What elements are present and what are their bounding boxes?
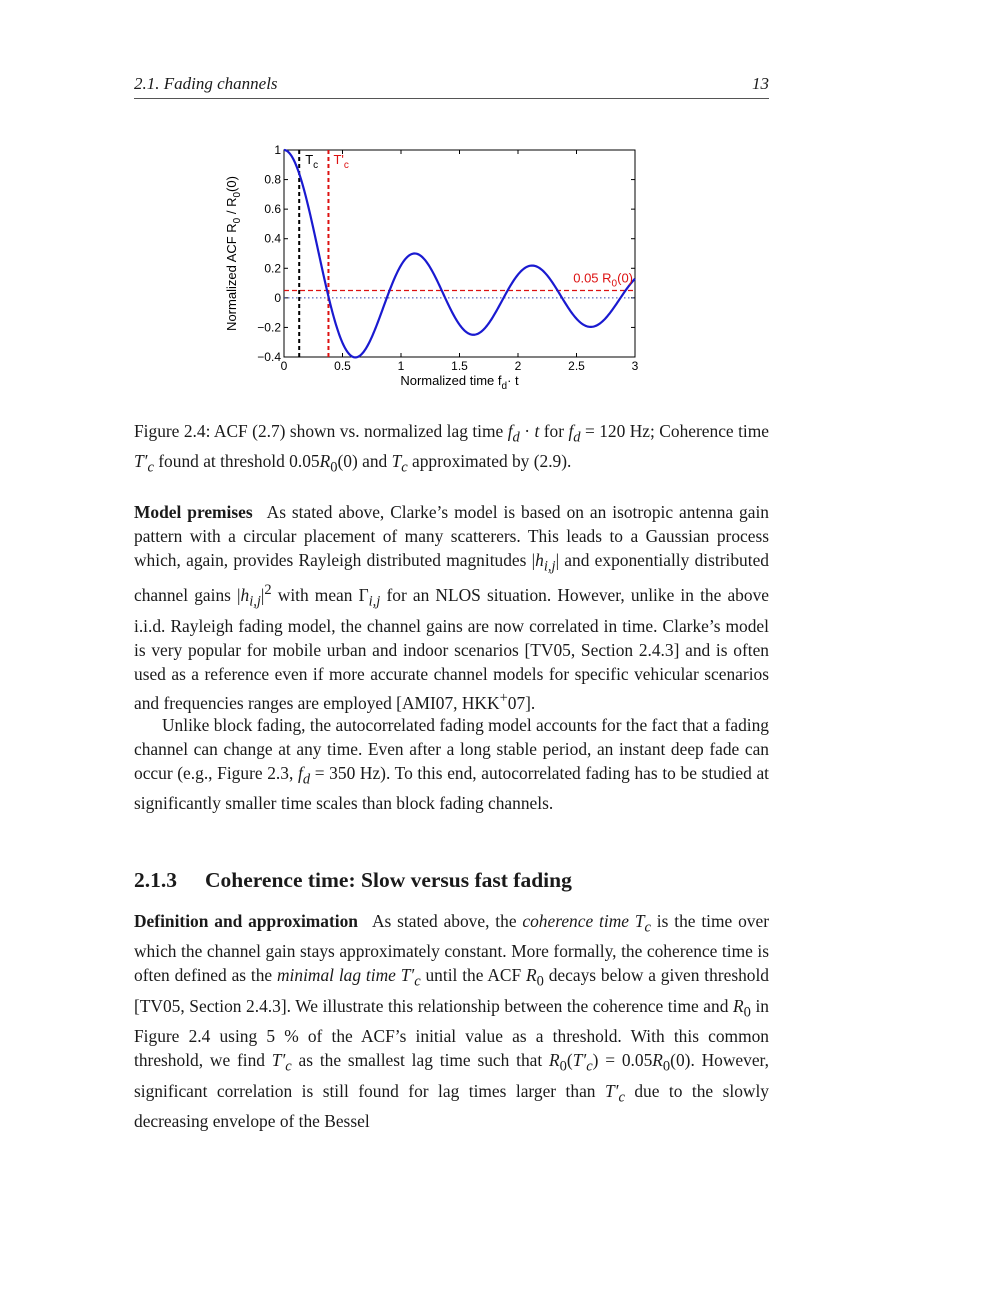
paragraph-block-fading (134, 713, 769, 815)
paragraph-definition (134, 909, 769, 1133)
model-premises-text: As stated above, Clarke’s model is based on an isotropic antenna gain pattern with a circular placement of many scatterers. This leads to a Gaussian process which, again, provides Rayleigh distributed magnitudes $|h_{i,j}|$ and exponentially distributed channel gains $|h_{i,j}|^2$ with mean $\Gamma_{i,j}$ for an NLOS situation. However, unlike in the above i.i.d. Rayleigh fading model, the channel gains are now correlated in time. Clarke’s model is very popular for mobile urban and indoor scenarios [TV05, Section 2.4.3] and is often used as a reference even if more accurate channel models for specific vehicular scenarios and frequencies ranges are employed [AMI07, HKK+07]. (134, 502, 769, 713)
y-tick-label: −0.2 (257, 320, 281, 335)
block-fading-text: Unlike block fading, the autocorrelated fading model accounts for the fact that a fading channel can change at any time. Even after a long stable period, an instant deep fade can occur (e.g., Figure 2.3, $f_d = 350$ Hz). To this end, autocorrelated fading has to be studied at significantly smaller time scales than block fading channels. (134, 715, 769, 814)
definition-text: As stated above, the coherence time $T_c$ is the time over which the channel gain stays approximately constant. More formally, the coherence time is often defined as the minimal lag time $T'_c$ until the ACF $R_0$ decays below a given threshold [TV05, Section 2.4.3]. We illustrate this relationship between the coherence time and $R_0$ in Figure 2.4 using 5 % of the ACF’s initial value as a threshold. With this common threshold, we find $T'_c$ as the smallest lag time such that $R_0(T'_c) = 0.05R_0(0)$. However, significant correlation is still found for lag times larger than $T'_c$ due to the slowly decreasing envelope of the Bessel (134, 911, 770, 1132)
tc-prime-label: $T'_c$ (333, 152, 349, 171)
x-tick-label: 3 (631, 359, 639, 373)
y-axis-label: Normalized ACF $R_0 / R_0(0)$ (224, 176, 243, 331)
section-heading-2-1-3 (134, 868, 769, 893)
x-tick-label: 1 (397, 359, 405, 373)
acf-chart (218, 138, 648, 398)
page-number: 13 (752, 74, 769, 93)
x-tick-label: 2 (514, 359, 522, 373)
section-title: Coherence time: Slow versus fast fading (205, 868, 572, 892)
x-axis-label: Normalized time $f_d\cdot t$ (400, 373, 519, 392)
x-tick-label: 0.5 (334, 359, 351, 373)
tc-label: $T_c$ (305, 152, 319, 171)
y-tick-label: −0.4 (257, 350, 281, 364)
y-tick-label: 1 (274, 143, 281, 157)
x-tick-label: 2.5 (568, 359, 585, 373)
figure-caption: Figure 2.4: ACF (2.7) shown vs. normalized lag time $f_d \cdot t$ for $f_d = 120$ Hz; Coherence time $T'_c$ found at threshold $0.05R_0(0)$ and $T_c$ approximated by (2.9). (134, 421, 769, 476)
acf-curve (284, 150, 635, 357)
runin-model-premises: Model premises (134, 502, 253, 522)
y-tick-label: 0.4 (264, 231, 281, 246)
y-tick-label: 0 (274, 290, 281, 305)
paragraph-model-premises (134, 500, 769, 715)
section-number: 2.1.3 (134, 868, 177, 892)
y-tick-label: 0.6 (264, 202, 281, 217)
threshold-label: 0.05 $R_0(0)$ (573, 270, 633, 290)
y-tick-label: 0.2 (264, 261, 281, 276)
running-head (134, 74, 769, 99)
x-tick-label: 1.5 (451, 359, 468, 373)
figure-2-4 (218, 138, 648, 398)
runin-definition: Definition and approximation (134, 911, 358, 931)
x-tick-label: 0 (280, 359, 288, 373)
running-head-section: 2.1. Fading channels (134, 74, 278, 93)
y-tick-label: 0.8 (264, 172, 281, 187)
